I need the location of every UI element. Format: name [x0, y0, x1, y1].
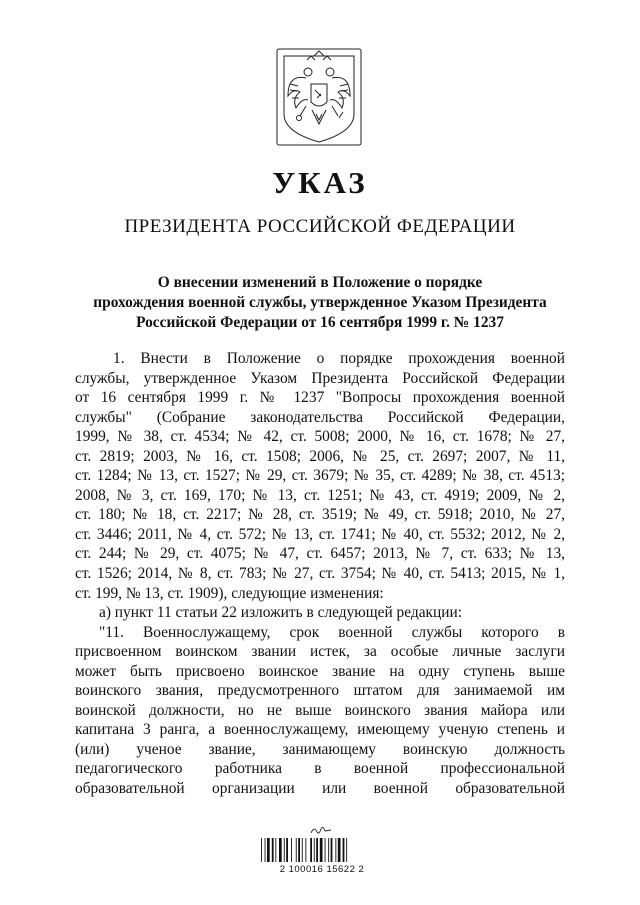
- body-line: образовательной организации или военной образовательной: [75, 780, 565, 798]
- body-line: службы, утвержденное Указом Президента Российской Федерации: [75, 369, 565, 387]
- barcode-bar: [305, 838, 306, 862]
- barcode-bar: [284, 838, 285, 862]
- decree-body: [75, 349, 565, 799]
- barcode-number: 2 100016 15622 2: [279, 864, 365, 875]
- barcode-bar: [343, 838, 345, 862]
- barcode-bar: [335, 838, 336, 862]
- body-line: воинского звания, предусмотренного штатом для занимаемой им: [75, 682, 565, 700]
- body-line: 1999, № 38, ст. 4534; № 42, ст. 5008; 2000, № 16, ст. 1678; № 27,: [75, 428, 565, 446]
- barcode-bar: [291, 838, 292, 862]
- barcode-bar: [320, 838, 323, 862]
- barcode-bar: [261, 838, 262, 862]
- body-line: ст. 199, № 13, ст. 1909), следующие изменения:: [75, 584, 384, 602]
- document-title: УКАЗ: [272, 165, 368, 200]
- barcode-bar: [279, 838, 282, 862]
- body-line: 1. Внести в Положение о порядке прохождения военной: [113, 350, 565, 367]
- barcode-bar: [328, 838, 329, 862]
- body-line: а) пункт 11 статьи 22 изложить в следующей редакции:: [99, 604, 462, 622]
- barcode-bar: [346, 838, 347, 862]
- body-line: 2008, № 3, ст. 169, 170; № 13, ст. 1251; № 43, ст. 4919; 2009, № 2,: [75, 486, 565, 504]
- body-line: ст. 2819; 2003, № 16, ст. 1508; 2006, № 25, ст. 2697; 2007, № 11,: [75, 447, 565, 465]
- document-subtitle: ПРЕЗИДЕНТА РОССИЙСКОЙ ФЕДЕРАЦИИ: [124, 216, 516, 237]
- body-line: ст. 3446; 2011, № 4, ст. 572; № 13, ст. 1741; № 40, ст. 5532; 2012, № 2,: [75, 525, 565, 543]
- body-line: ст. 1526; 2014, № 8, ст. 783; № 27, ст. 3754; № 40, ст. 5413; 2015, № 1,: [75, 565, 565, 583]
- barcode-bar: [325, 838, 326, 862]
- coat-of-arms-emblem: [276, 48, 362, 146]
- heading-line: О внесении изменений в Положение о порядке: [157, 274, 483, 291]
- barcode-bar: [267, 838, 270, 862]
- body-line: "11. Военнослужащему, срок военной службы которого в: [99, 623, 565, 641]
- barcode-bar: [302, 838, 303, 862]
- barcode-bar: [296, 838, 297, 862]
- body-line: службы" (Собрание законодательства Российской Федерации,: [75, 408, 565, 426]
- barcode-bar: [314, 838, 315, 862]
- barcode-bar: [338, 838, 341, 862]
- heading-line: Российской Федерации от 16 сентября 1999 г. № 1237: [136, 314, 504, 331]
- body-line: ст. 244; № 29, ст. 4075; № 47, ст. 6457; 2013, № 7, ст. 633; № 13,: [75, 545, 565, 563]
- body-line: (или) ученое звание, занимающему воинскую должность: [75, 740, 565, 758]
- barcode-bar: [272, 838, 274, 862]
- body-line: ст. 180; № 18, ст. 2217; № 28, ст. 3519; № 49, ст. 5918; 2010, № 27,: [75, 506, 565, 524]
- barcode-bar: [286, 838, 288, 862]
- body-line: присвоенном воинском звании истек, за особые личные заслуги: [75, 643, 565, 661]
- barcode-bar: [310, 838, 312, 862]
- barcode-bar: [298, 838, 300, 862]
- body-line: от 16 сентября 1999 г. № 1237 "Вопросы прохождения военной: [75, 389, 565, 407]
- body-line: капитана 3 ранга, а военнослужащему, имеющему ученую степень и: [75, 721, 565, 739]
- decree-heading: [60, 273, 580, 333]
- barcode-bar: [275, 838, 276, 862]
- body-line: ст. 1284; № 13, ст. 1527; № 29, ст. 3679; № 35, ст. 4289; № 38, ст. 4513;: [75, 467, 565, 485]
- heading-line: прохождения военной службы, утвержденное Указом Президента: [93, 294, 547, 311]
- body-line: может быть присвоено воинское звание на одну ступень выше: [75, 662, 565, 680]
- barcode-bar: [331, 838, 333, 862]
- body-line: педагогического работника в военной профессиональной: [75, 760, 565, 778]
- body-line: воинской должности, но не выше воинского звания майора или: [75, 701, 565, 719]
- barcode-bar: [316, 838, 318, 862]
- barcode-bar: [265, 838, 266, 862]
